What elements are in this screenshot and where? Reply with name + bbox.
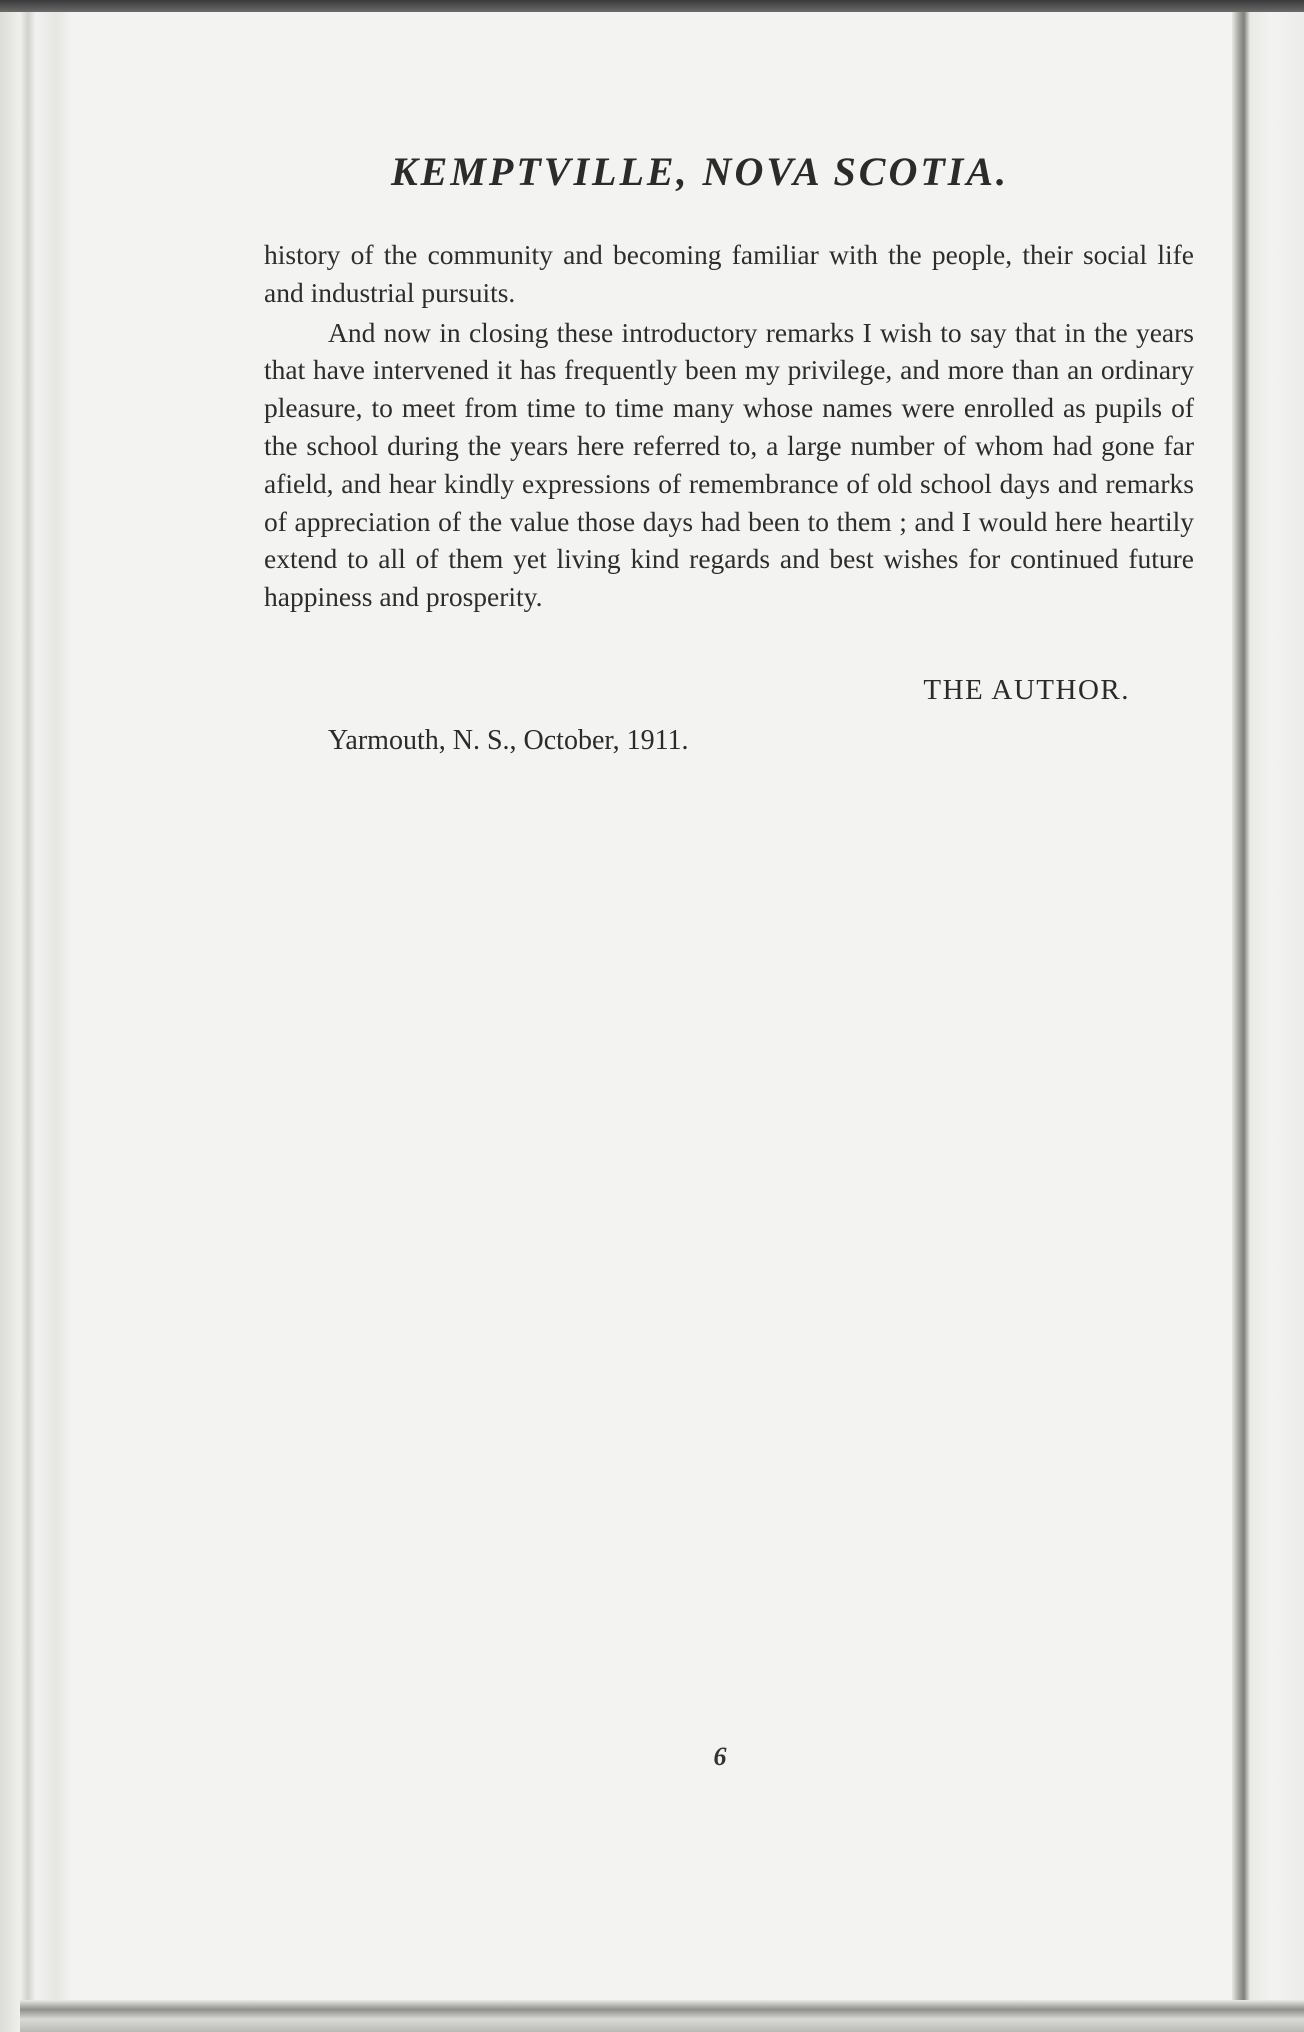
paragraph-continuation: history of the community and becoming familiar with the people, their social life and industrial pursuits. xyxy=(264,239,1194,308)
dateline: Yarmouth, N. S., October, 1911. xyxy=(328,725,689,756)
scan-bottom-border xyxy=(20,2000,1304,2032)
page-number: 6 xyxy=(713,1742,727,1771)
scan-top-border xyxy=(0,0,1304,12)
scan-right-margin xyxy=(1232,12,1304,2032)
body-text xyxy=(264,236,1194,616)
scan-left-margin xyxy=(0,12,70,2032)
author-signature: THE AUTHOR. xyxy=(923,674,1130,706)
paragraph-closing-remarks: And now in closing these introductory remarks I wish to say that in the years that have intervened it has frequently been my privilege, and more than an ordinary pleasure, to meet from time to time many whose names were enrolled as pupils of the school during the years here referred to, a large number of whom had gone far afield, and hear kindly expressions of remembrance of old school days and remarks of appreciation of the value those days had been to them ; and I would here heartily extend to all of them yet living kind regards and best wishes for continued future happiness and prosperity. xyxy=(264,316,1194,613)
running-head: KEMPTVILLE, NOVA SCOTIA. xyxy=(390,149,1010,194)
